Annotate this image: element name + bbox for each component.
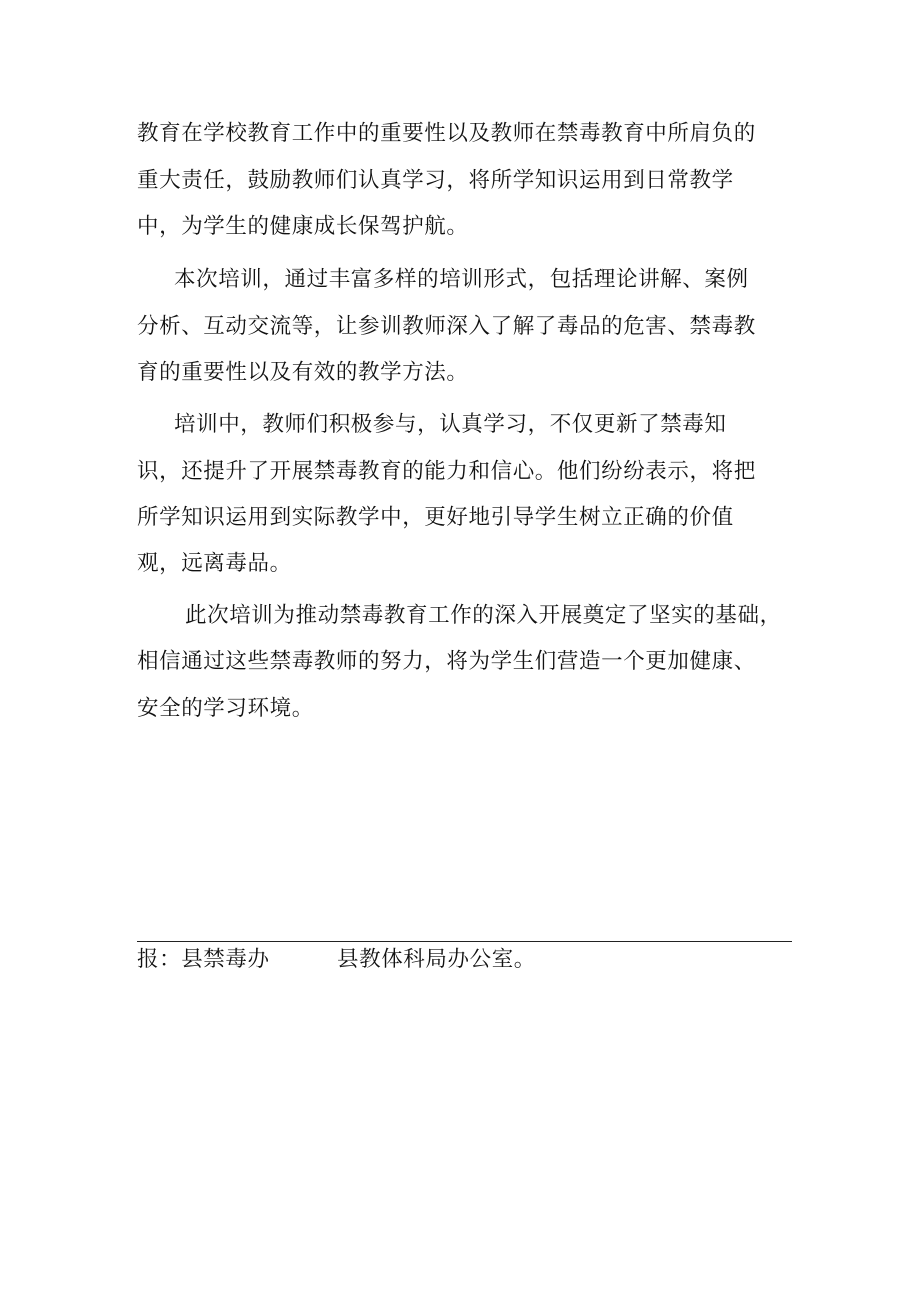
paragraph-1-line-3: 中，为学生的健康成长保驾护航。: [137, 214, 469, 239]
paragraph-2-line-1: 本次培训，通过丰富多样的培训形式，包括理论讲解、案例: [174, 267, 749, 292]
paragraph-3-line-1: 培训中，教师们积极参与，认真学习，不仅更新了禁毒知: [174, 412, 727, 437]
paragraph-2-line-3: 育的重要性以及有效的教学方法。: [137, 360, 469, 385]
footer-report-to: 报：县禁毒办: [137, 947, 270, 972]
paragraph-4-line-1: 此次培训为推动禁毒教育工作的深入开展奠定了坚实的基础，: [185, 603, 782, 628]
paragraph-4-line-2: 相信通过这些禁毒教师的努力，将为学生们营造一个更加健康、: [137, 649, 756, 674]
footer-recipient: 县教体科局办公室。: [337, 947, 536, 972]
paragraph-3-line-4: 观，远离毒品。: [137, 551, 292, 576]
paragraph-1-line-1: 教育在学校教育工作中的重要性以及教师在禁毒教育中所肩负的: [137, 121, 756, 146]
paragraph-4-line-3: 安全的学习环境。: [137, 696, 314, 721]
paragraph-1-line-2: 重大责任，鼓励教师们认真学习，将所学知识运用到日常教学: [137, 168, 734, 193]
footer-divider: [137, 941, 792, 942]
paragraph-2-line-2: 分析、互动交流等，让参训教师深入了解了毒品的危害、禁毒教: [137, 314, 756, 339]
paragraph-3-line-2: 识，还提升了开展禁毒教育的能力和信心。他们纷纷表示，将把: [137, 459, 756, 484]
paragraph-3-line-3: 所学知识运用到实际教学中，更好地引导学生树立正确的价值: [137, 505, 734, 530]
